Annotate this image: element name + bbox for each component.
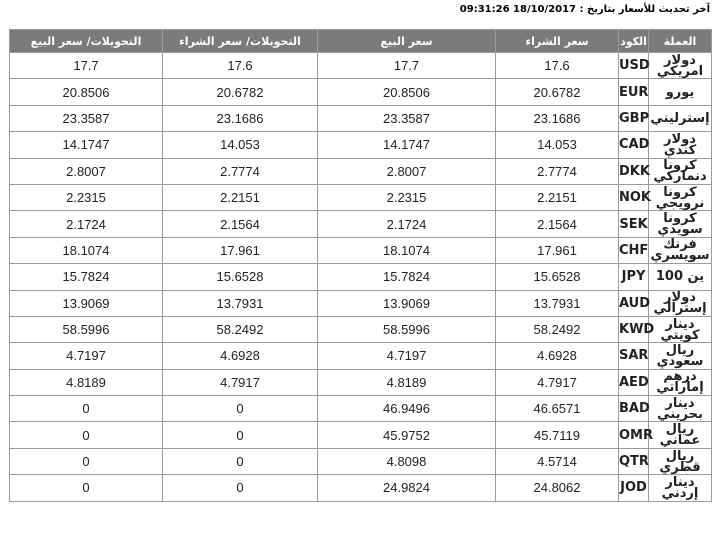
transfer-sell-rate-cell: 0 (10, 396, 163, 422)
currency-code-cell: KWD (619, 316, 649, 342)
last-update-line (460, 4, 710, 15)
transfer-buy-rate-cell: 14.053 (163, 132, 318, 158)
header-buy: سعر الشراء (496, 30, 619, 53)
transfer-buy-rate-cell: 2.1564 (163, 211, 318, 237)
transfer-buy-rate-cell: 0 (163, 448, 318, 474)
buy-rate-cell: 24.8062 (496, 475, 619, 501)
buy-rate-cell: 14.053 (496, 132, 619, 158)
last-update-time: 09:31:26 (459, 4, 510, 15)
table-row (10, 53, 712, 79)
transfer-buy-rate-cell: 0 (163, 422, 318, 448)
sell-rate-cell: 45.9752 (318, 422, 496, 448)
buy-rate-cell: 4.7917 (496, 369, 619, 395)
currency-name-cell: دولار كندي (649, 132, 712, 158)
table-row (10, 264, 712, 290)
buy-rate-cell: 23.1686 (496, 105, 619, 131)
buy-rate-cell: 4.5714 (496, 448, 619, 474)
buy-rate-cell: 2.1564 (496, 211, 619, 237)
buy-rate-cell: 46.6571 (496, 396, 619, 422)
transfer-buy-rate-cell: 0 (163, 475, 318, 501)
table-row (10, 211, 712, 237)
currency-name-cell: ريال قطري (649, 448, 712, 474)
transfer-sell-rate-cell: 23.3587 (10, 105, 163, 131)
transfer-sell-rate-cell: 15.7824 (10, 264, 163, 290)
transfer-buy-rate-cell: 13.7931 (163, 290, 318, 316)
transfer-sell-rate-cell: 17.7 (10, 53, 163, 79)
transfer-sell-rate-cell: 2.1724 (10, 211, 163, 237)
sell-rate-cell: 4.8189 (318, 369, 496, 395)
currency-name-cell: دينار كويتي (649, 316, 712, 342)
table-row (10, 237, 712, 263)
sell-rate-cell: 17.7 (318, 53, 496, 79)
sell-rate-cell: 58.5996 (318, 316, 496, 342)
transfer-buy-rate-cell: 17.6 (163, 53, 318, 79)
currency-code-cell: QTR (619, 448, 649, 474)
currency-name-cell: درهم إماراتي (649, 369, 712, 395)
header-sell: سعر البيع (318, 30, 496, 53)
currency-name-cell: كرونا سويدي (649, 211, 712, 237)
sell-rate-cell: 4.8098 (318, 448, 496, 474)
buy-rate-cell: 15.6528 (496, 264, 619, 290)
sell-rate-cell: 2.8007 (318, 158, 496, 184)
table-row (10, 396, 712, 422)
transfer-buy-rate-cell: 2.7774 (163, 158, 318, 184)
buy-rate-cell: 4.6928 (496, 343, 619, 369)
transfer-buy-rate-cell: 20.6782 (163, 79, 318, 105)
buy-rate-cell: 2.7774 (496, 158, 619, 184)
transfer-sell-rate-cell: 0 (10, 475, 163, 501)
currency-code-cell: CHF (619, 237, 649, 263)
exchange-rates-table (9, 29, 712, 502)
currency-name-cell: كرونا نرويجي (649, 184, 712, 210)
sell-rate-cell: 13.9069 (318, 290, 496, 316)
table-row (10, 343, 712, 369)
sell-rate-cell: 14.1747 (318, 132, 496, 158)
currency-code-cell: JOD (619, 475, 649, 501)
currency-name-cell: فرنك سويسري (650, 237, 710, 264)
sell-rate-cell: 2.2315 (318, 184, 496, 210)
currency-name-cell: دينار بحريني (649, 396, 712, 422)
transfer-sell-rate-cell: 14.1747 (10, 132, 163, 158)
sell-rate-cell: 2.1724 (318, 211, 496, 237)
buy-rate-cell: 20.6782 (496, 79, 619, 105)
header-currency: العملة (649, 30, 712, 53)
currency-name-cell: ريال عماني (649, 422, 712, 448)
table-row (10, 290, 712, 316)
table-header-row (10, 30, 712, 53)
buy-rate-cell: 17.6 (496, 53, 619, 79)
currency-name-cell: ريال سعودي (649, 343, 712, 369)
sell-rate-cell: 20.8506 (318, 79, 496, 105)
table-row (10, 184, 712, 210)
currency-name-cell: دولار إسترالي (649, 290, 712, 316)
currency-code-cell: AED (619, 369, 649, 395)
currency-code-cell: SAR (619, 343, 649, 369)
transfer-sell-rate-cell: 4.8189 (10, 369, 163, 395)
table-row (10, 132, 712, 158)
currency-code-cell: BAD (619, 396, 649, 422)
table-row (10, 475, 712, 501)
transfer-sell-rate-cell: 2.8007 (10, 158, 163, 184)
transfer-sell-rate-cell: 2.2315 (10, 184, 163, 210)
transfer-buy-rate-cell: 17.961 (163, 237, 318, 263)
currency-code-cell: GBP (619, 105, 649, 131)
table-row (10, 422, 712, 448)
currency-code-cell: CAD (619, 132, 649, 158)
transfer-sell-rate-cell: 0 (10, 422, 163, 448)
currency-code-cell: NOK (619, 184, 649, 210)
table-row (10, 105, 712, 131)
transfer-sell-rate-cell: 18.1074 (10, 237, 163, 263)
transfer-buy-rate-cell: 4.7917 (163, 369, 318, 395)
sell-rate-cell: 18.1074 (318, 237, 496, 263)
transfer-buy-rate-cell: 58.2492 (163, 316, 318, 342)
sell-rate-cell: 15.7824 (318, 264, 496, 290)
currency-code-cell: OMR (619, 422, 649, 448)
transfer-sell-rate-cell: 58.5996 (10, 316, 163, 342)
buy-rate-cell: 13.7931 (496, 290, 619, 316)
currency-code-cell: AUD (619, 290, 649, 316)
currency-code-cell: DKK (619, 158, 649, 184)
currency-name-cell: إسترليني (649, 105, 712, 131)
table-row (10, 79, 712, 105)
transfer-sell-rate-cell: 0 (10, 448, 163, 474)
sell-rate-cell: 24.9824 (318, 475, 496, 501)
currency-name-cell: يورو (649, 79, 712, 105)
currency-code-cell: SEK (619, 211, 649, 237)
sell-rate-cell: 4.7197 (318, 343, 496, 369)
table-row (10, 158, 712, 184)
currency-code-cell: JPY (619, 264, 649, 290)
table-row (10, 316, 712, 342)
last-update-label: آخر تحديث للأسعار بتاريخ : (579, 4, 710, 15)
transfer-buy-rate-cell: 4.6928 (163, 343, 318, 369)
sell-rate-cell: 46.9496 (318, 396, 496, 422)
header-transfer-buy: التحويلات/ سعر الشراء (163, 30, 318, 53)
currency-code-cell: USD (619, 53, 649, 79)
header-code: الكود (619, 30, 649, 53)
buy-rate-cell: 45.7119 (496, 422, 619, 448)
buy-rate-cell: 58.2492 (496, 316, 619, 342)
currency-name-cell: دينار إردني (649, 475, 712, 501)
sell-rate-cell: 23.3587 (318, 105, 496, 131)
currency-name-cell: دولار امريكي (649, 53, 712, 79)
buy-rate-cell: 17.961 (496, 237, 619, 263)
currency-name-cell: كرونا دنماركي (649, 158, 712, 184)
currency-code-cell: EUR (619, 79, 649, 105)
buy-rate-cell: 2.2151 (496, 184, 619, 210)
last-update-date: 18/10/2017 (513, 4, 576, 15)
transfer-sell-rate-cell: 4.7197 (10, 343, 163, 369)
transfer-buy-rate-cell: 0 (163, 396, 318, 422)
transfer-buy-rate-cell: 23.1686 (163, 105, 318, 131)
table-row (10, 448, 712, 474)
currency-name-cell: ين 100 (649, 264, 712, 290)
transfer-buy-rate-cell: 2.2151 (163, 184, 318, 210)
transfer-buy-rate-cell: 15.6528 (163, 264, 318, 290)
transfer-sell-rate-cell: 13.9069 (10, 290, 163, 316)
table-row (10, 369, 712, 395)
header-transfer-sell: التحويلات/ سعر البيع (10, 30, 163, 53)
transfer-sell-rate-cell: 20.8506 (10, 79, 163, 105)
